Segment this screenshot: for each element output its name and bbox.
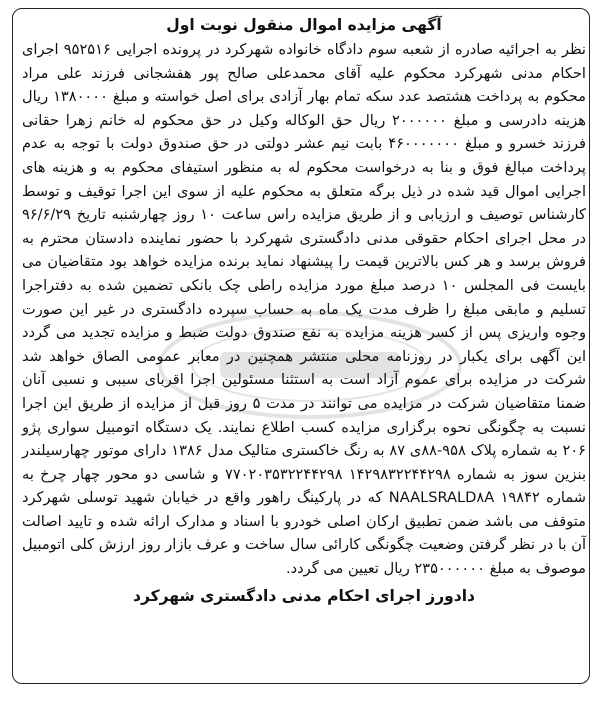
notice-body: نظر به اجرائیه صادره از شعبه سوم دادگاه خانواده شهرکرد در پرونده اجرایی ۹۵۲۵۱۶ اجرای احکام مدنی شهرکرد محکوم علیه آقای محمدعلی صالح پور هفشجانی فرزند علی مراد محکوم به پرداخت هشتصد عدد سکه تمام بهار آزادی برای اصل خواسته و مبلغ ۱۳۸۰۰۰۰ ریال هزینه دادرسی و مبلغ ۲۰۰۰۰۰۰ ریال حق الوکاله وکیل در حق محکوم له خانم زهرا حقانی فرزند خسرو و مبلغ ۴۶۰۰۰۰۰۰۰ بابت نیم عشر دولتی در حق صندوق دولت با توجه به عدم پرداخت مبالغ فوق و بنا به درخواست محکوم له به منظور استیفای محکوم به و هزینه های اجرایی اموال قید شده در ذیل برگه متعلق به محکوم علیه از سوی این اجرا توقیف و توسط کارشناس توصیف و ارزیابی و از طریق مزایده راس ساعت ۱۰ روز چهارشنبه تاریخ ۹۶/۶/۲۹ در محل اجرای احکام حقوقی مدنی دادگستری شهرکرد با حضور نماینده دادستان محترم به فروش برسد و هر کس بالاترین قیمت را پیشنهاد نماید برنده مزایده خواهد بود متقاضیان می بایست فی المجلس ۱۰ درصد مبلغ مورد مزایده راطی چک بانکی تضمین شده به دفتراجرا تسلیم و مابقی مبلغ را ظرف مدت یک ماه به حساب سپرده دادگستری در غیر این صورت وجوه واریزی پس از کسر هزینه مزایده به نفع صندوق دولت ضبط و مزایده تجدید می گردد این آگهی برای یکبار در روزنامه محلی منتشر همچنین در معابر عمومی الصاق خواهد شد شرکت در مزایده برای عموم آزاد است به استثنا مسئولین اجرا اقربای سببی و نسبی آنان ضمنا متقاضیان شرکت در مزایده می توانند در مدت ۵ روز قبل از مزایده از طریق این اجرا نسبت به چگونگی نحوه برگزاری مزایده کسب اطلاع نمایند. یک دستگاه اتومبیل سواری پژو ۲۰۶ به شماره پلاک ۹۵۸-۸۸ی ۸۷ به رنگ خاکستری متالیک مدل ۱۳۸۶ دارای موتور چهارسیلندر بنزین سوز به شماره ۱۴۲۹۸۳۲۲۴۴۲۹۸ ۷۷۰۲۰۳۵۳۲۲۴۴۲۹۸ و شاسی دو محور چهار چرخ به شماره ۱۹۸۴۲ NAALSRALD۸A که در پارکینگ راهور واقع در خیابان شهید توسلی شهرکرد متوقف می باشد ضمن تطبیق ارکان اصلی خودرو با اسناد و مدارک ارائه شده و تایید اصالت آن با در نظر گرفتن وضعیت چگونگی کارائی سال ساخت و عرف بازار روز ارزش کلی اتومبیل موصوف به مبلغ ۲۳۵۰۰۰۰۰۰ ریال تعیین می گردد.	[22, 41, 587, 578]
notice-title: آگهی مزایده اموال منقول نوبت اول	[166, 16, 442, 34]
notice-signature: دادورز اجرای احکام مدنی دادگستری شهرکرد	[133, 586, 475, 605]
auction-notice	[22, 12, 586, 609]
